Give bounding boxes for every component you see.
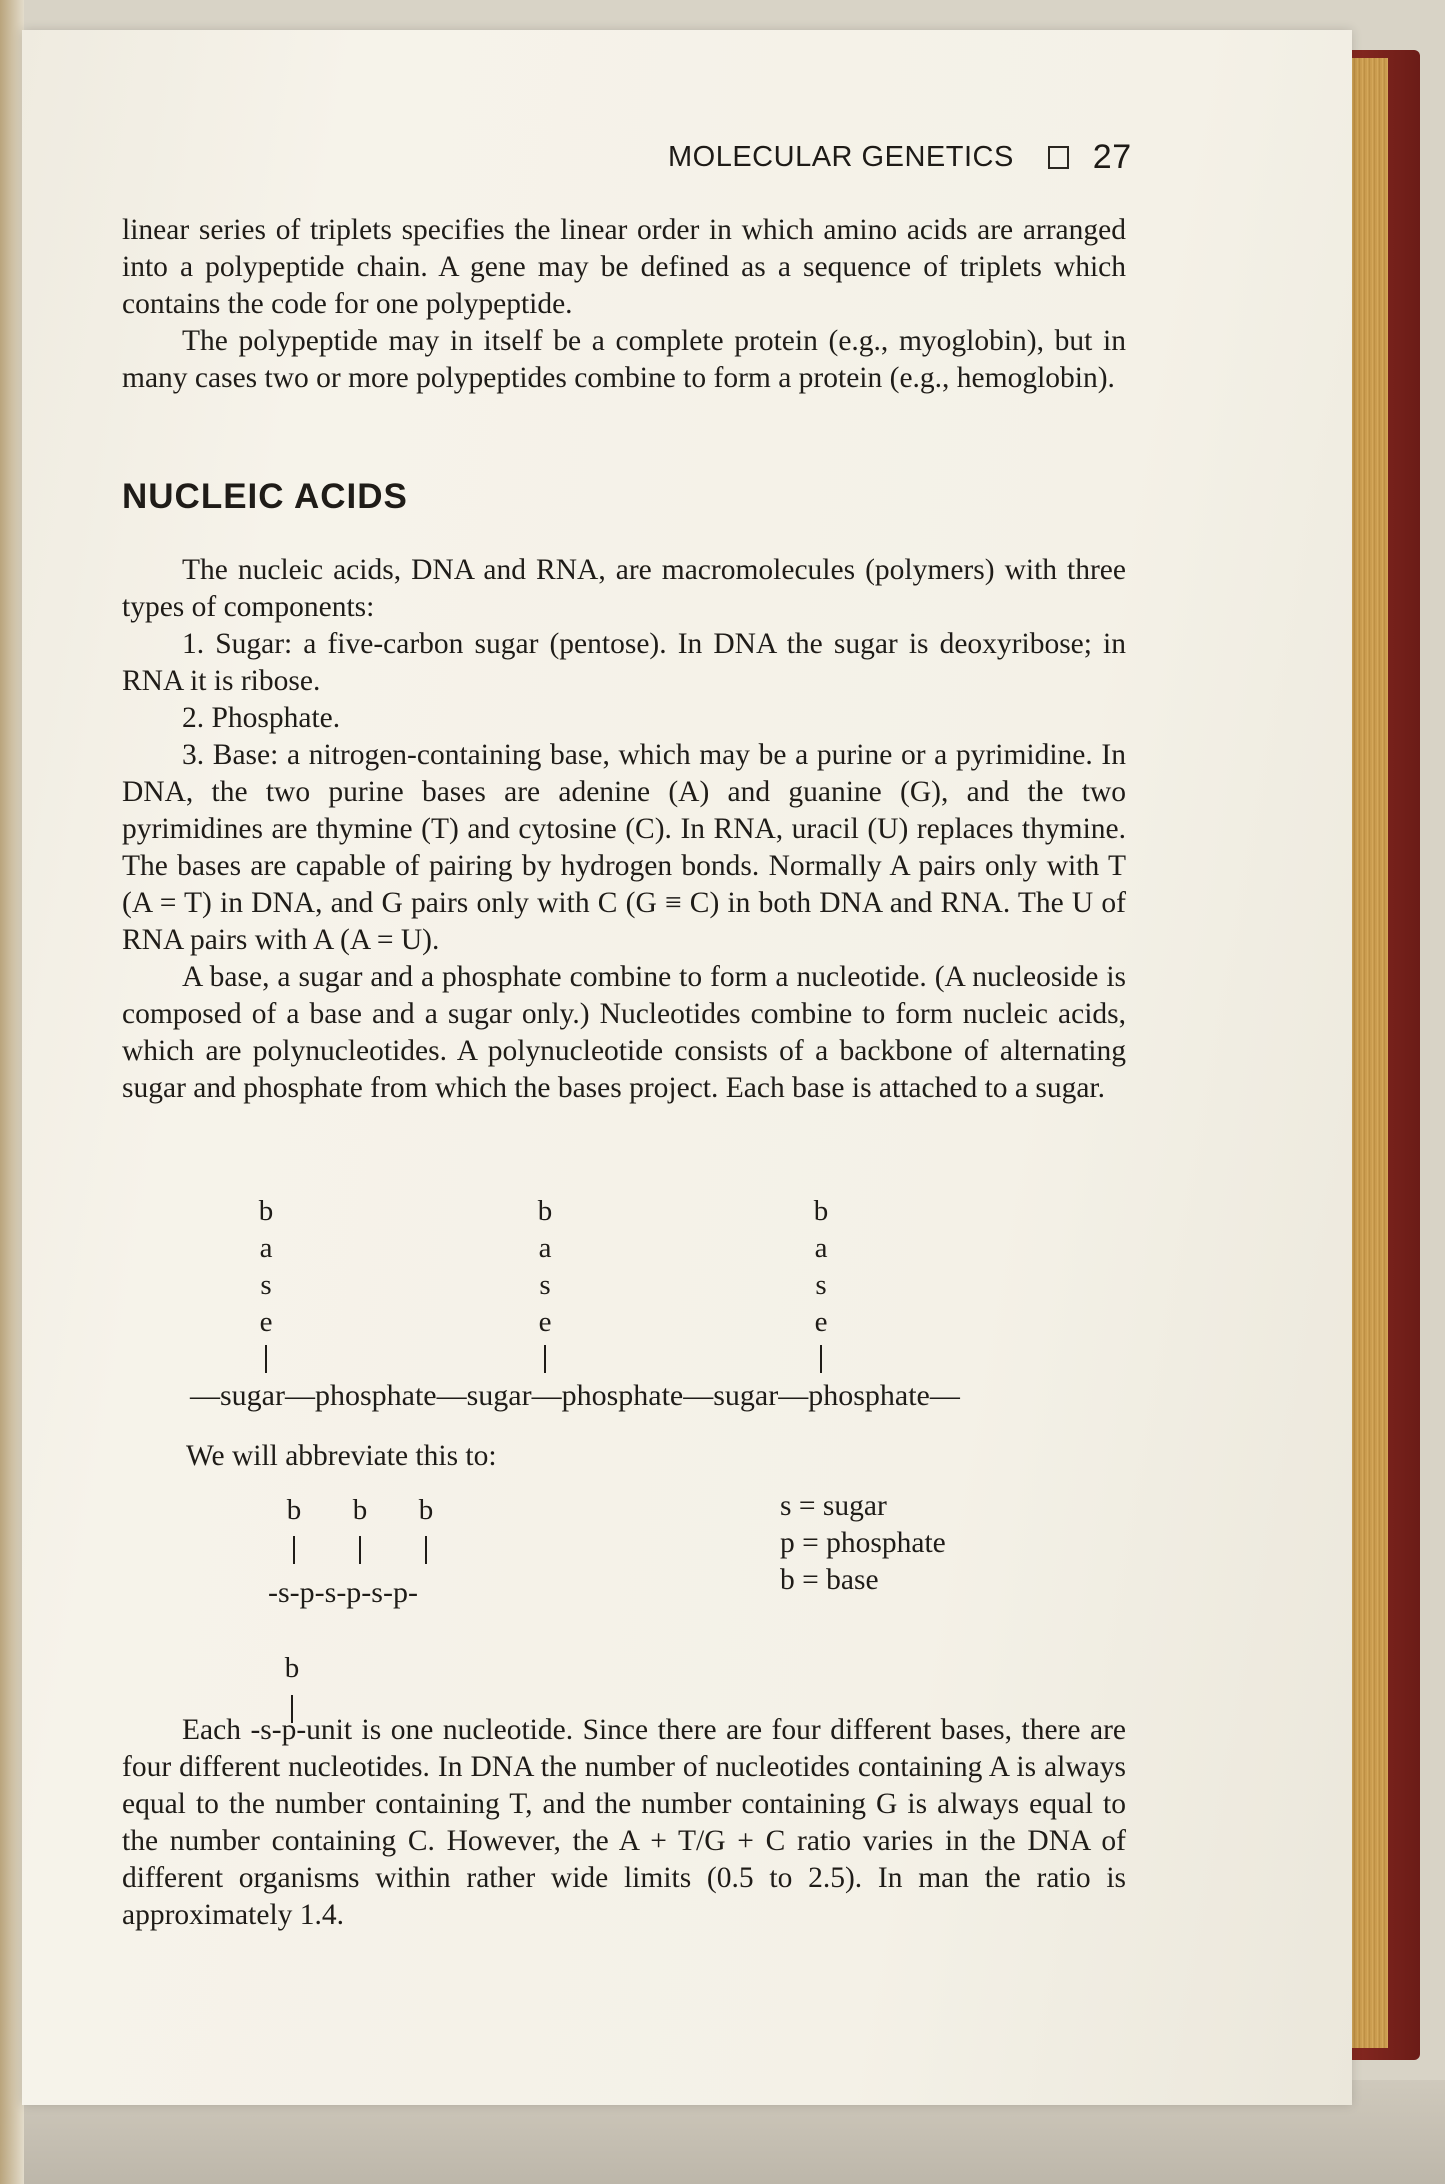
bond-line [425,1536,427,1564]
base-letter: a [538,1232,552,1264]
base-letter: b [537,1195,553,1227]
spine-shadow [0,0,24,2184]
base-letter: a [259,1232,273,1264]
base-letter: s [260,1269,272,1301]
base-letter: e [538,1306,552,1338]
paragraph: Each -s-p-unit is one nucleotide. Since there are four different bases, there are four different nucleotides. In DNA the number of nucleotides containing A is always equal to the number containing T, and the number containing G is always equal to the number containing C. However, the A + T/G + C ratio varies in the DNA of different organisms within rather wide limits (0.5 to 2.5). In man the ratio is approximately 1.4. [122,1714,1126,1931]
base-letter: b [418,1494,434,1526]
base-letter: e [259,1306,273,1338]
square-ornament-icon [1048,146,1069,169]
base-letter: b [284,1652,300,1684]
base-letter: b [258,1195,274,1227]
bond-line [359,1536,361,1564]
chain-line: -s-p-s-p-s-p- [268,1576,418,1609]
list-item-phosphate: 2. Phosphate. [182,702,341,734]
base-label [256,1193,276,1373]
base-letter: s [539,1269,551,1301]
section-heading: NUCLEIC ACIDS [122,477,408,516]
list-item-sugar: 1. Sugar: a five-carbon sugar (pentose). In DNA the sugar is deoxyribose; in RNA it is ribose. [122,628,1126,697]
running-head [668,137,1132,177]
base-letter: e [814,1306,828,1338]
paragraph: The nucleic acids, DNA and RNA, are macromolecules (polymers) with three types of components: [122,554,1126,623]
base-letter: b [352,1494,368,1526]
abbreviation-legend [780,1488,946,1599]
legend-item: s = sugar [780,1490,887,1522]
base-letter: a [814,1232,828,1264]
base-label [811,1193,831,1373]
bond-line [544,1345,546,1373]
bond-line [265,1345,267,1373]
paragraph: The polypeptide may in itself be a complete protein (e.g., myoglobin), but in many cases two or more polypeptides combine to form a protein (e.g., hemoglobin). [122,325,1126,394]
legend-item: p = phosphate [780,1527,946,1559]
bond-line [293,1536,295,1564]
base-letter: s [815,1269,827,1301]
base-label [535,1193,555,1373]
paragraph-nucleotide: A base, a sugar and a phosphate combine to form a nucleotide. (A nucleoside is composed of a base and a sugar only.) Nucleotides combine to form nucleic acids, which are polynucleotides. A polynucleotide consists of a backbone of alternating sugar and phosphate from which the bases project. Each base is attached to a sugar. [122,961,1126,1104]
paragraph: linear series of triplets specifies the linear order in which amino acids are arranged into a polypeptide chain. A gene may be defined as a sequence of triplets which contains the code for one polypeptide. [122,214,1126,320]
components-text [122,552,1126,1107]
abbreviation-intro: We will abbreviate this to: [186,1440,497,1472]
intro-text [122,212,1126,397]
page-number: 27 [1092,137,1132,176]
polynucleotide-diagram [190,1193,1090,1433]
backbone-chain: —sugar—phosphate—sugar—phosphate—sugar—phosphate— [190,1379,960,1412]
legend-item: b = base [780,1564,879,1596]
base-letter: b [286,1494,302,1526]
running-head-title: MOLECULAR GENETICS [668,140,1014,173]
closing-text [122,1712,1126,1934]
list-item-base: 3. Base: a nitrogen-containing base, which may be a purine or a pyrimidine. In DNA, the two purine bases are adenine (A) and guanine (G), and the two pyrimidines are thymine (T) and cytosine (C). In RNA, uracil (U) replaces thymine. The bases are capable of pairing by hydrogen bonds. Normally A pairs only with T (A = T) in DNA, and G pairs only with C (G ≡ C) in both DNA and RNA. The U of RNA pairs with A (A = U). [122,739,1126,956]
bond-line [820,1345,822,1373]
base-letter: b [813,1195,829,1227]
